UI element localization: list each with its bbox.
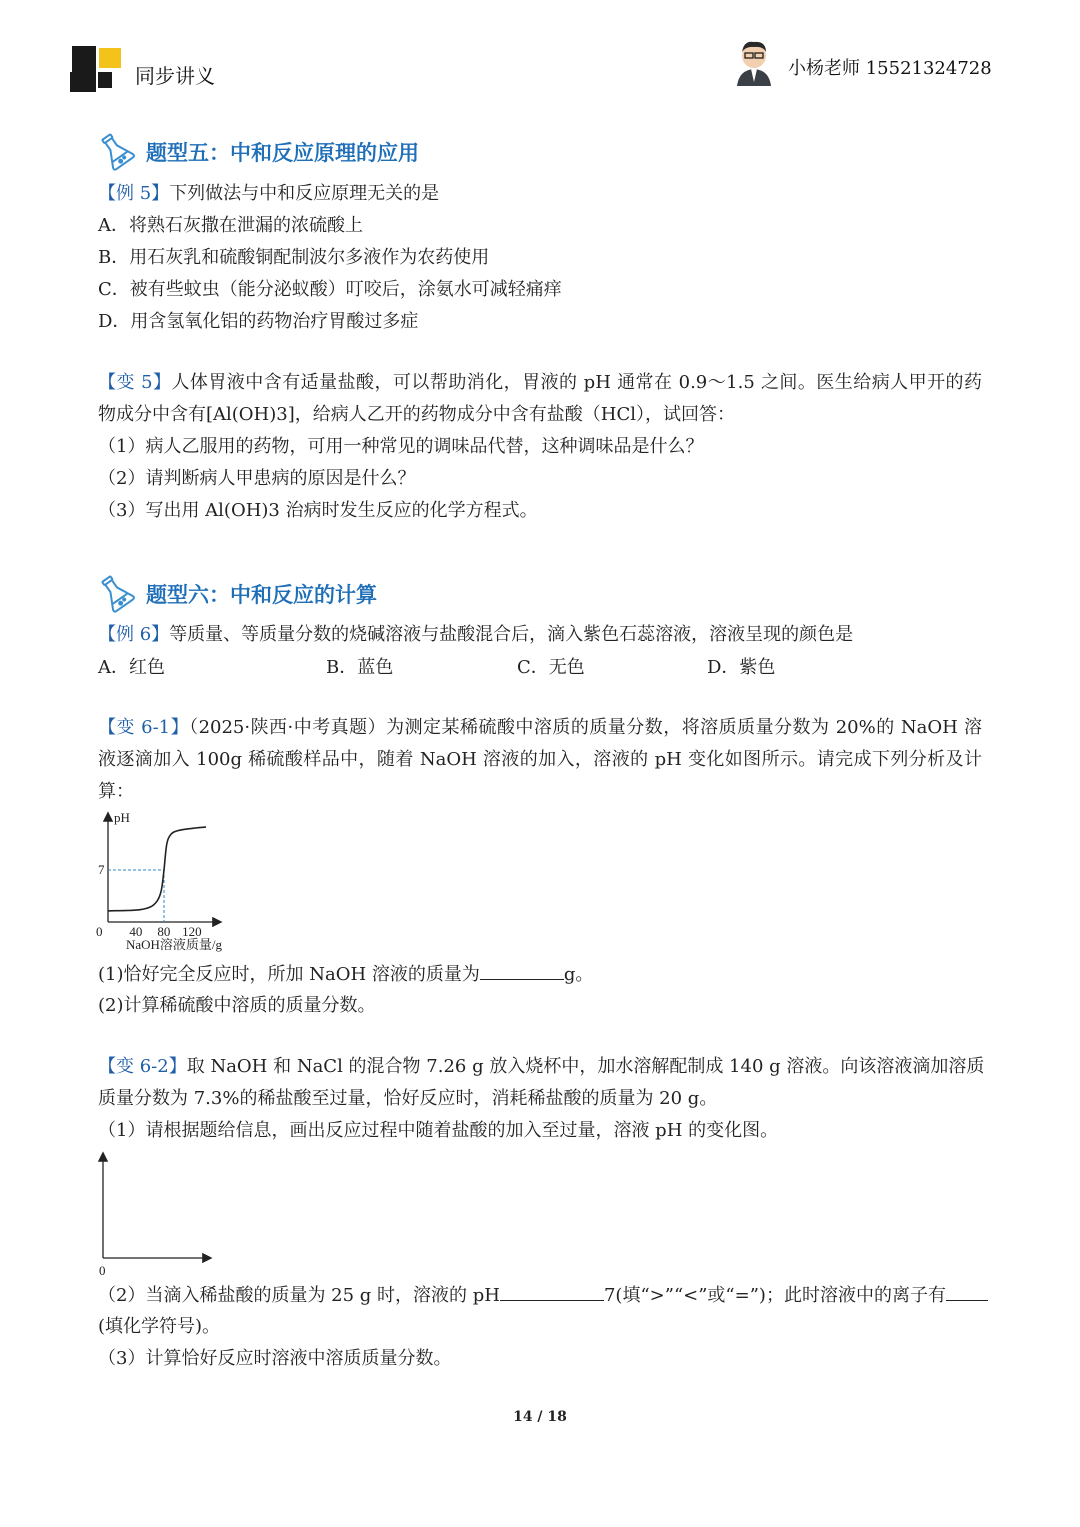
- example6-option-d: D．紫色: [707, 657, 776, 678]
- variant6-2-line2: 质量分数为 7.3%的稀盐酸至过量，恰好反应时，消耗稀盐酸的质量为 20 g。: [98, 1088, 718, 1109]
- example5-option-b: B．用石灰乳和硫酸铜配制波尔多液作为农药使用: [98, 247, 490, 268]
- flask-icon: [96, 573, 136, 613]
- variant6-1-text1: （2025·陕西·中考真题）为测定某稀硫酸中溶质的质量分数，将溶质质量分数为 20%的 NaOH 溶: [189, 717, 982, 738]
- variant6-1-line1: [98, 717, 982, 739]
- variant6-1-q1: [98, 963, 593, 986]
- example6-question: [98, 624, 853, 646]
- header-title: 同步讲义: [135, 64, 215, 88]
- variant6-1-q1-unit: g。: [563, 964, 594, 985]
- variant6-1-q2: (2)计算稀硫酸中溶质的质量分数。: [98, 995, 376, 1016]
- y-axis-label: pH: [114, 810, 130, 825]
- variant6-2-line1: [98, 1056, 985, 1078]
- section6-heading: 题型六：中和反应的计算: [146, 583, 377, 607]
- answer-blank[interactable]: [480, 963, 564, 980]
- variant6-2-q1: （1）请根据题给信息，画出反应过程中随着盐酸的加入至过量，溶液 pH 的变化图。: [98, 1120, 779, 1141]
- x-tick-label: 120: [182, 924, 202, 939]
- example5-option-c: C．被有些蚊虫（能分泌蚁酸）叮咬后，涂氨水可减轻痛痒: [98, 279, 562, 300]
- logo-icon: [68, 44, 126, 94]
- variant6-2-tag: 【变 6-2】: [98, 1056, 187, 1077]
- y-tick-label: 7: [98, 862, 105, 877]
- variant6-2-q2-line2: (填化学符号)。: [98, 1316, 221, 1337]
- x-tick-label: 40: [129, 924, 143, 939]
- page-number: 14 / 18: [513, 1409, 567, 1425]
- variant6-2-q2: [98, 1284, 988, 1307]
- ph-chart: [94, 806, 254, 954]
- example6-option-a: A．红色: [98, 657, 165, 678]
- avatar: [733, 38, 775, 86]
- blank-axes-chart[interactable]: [94, 1148, 224, 1278]
- variant5-q2: （2）请判断病人甲患病的原因是什么？: [98, 468, 416, 489]
- variant6-1-tag: 【变 6-1】: [98, 717, 190, 738]
- series-line-ph: [108, 827, 206, 911]
- x-tick-label: 80: [157, 924, 171, 939]
- variant5-line2: 物成分中含有[Al(OH)3]，给病人乙开的药物成分中含有盐酸（HCl），试回答：: [98, 404, 735, 425]
- example6-tag: 【例 6】: [98, 624, 170, 645]
- example6-option-b: B．蓝色: [326, 657, 394, 678]
- teacher-contact: 小杨老师 15521324728: [788, 58, 992, 79]
- variant5-line1: [98, 372, 982, 394]
- example5-question: [98, 183, 439, 205]
- variant5-text1: 人体胃液中含有适量盐酸，可以帮助消化，胃液的 pH 通常在 0.9～1.5 之间。医生给病人甲开的药: [171, 372, 982, 393]
- variant6-2-q3: （3）计算恰好反应时溶液中溶质质量分数。: [98, 1348, 452, 1369]
- section5-heading: 题型五：中和反应原理的应用: [146, 141, 419, 165]
- example6-text: 等质量、等质量分数的烧碱溶液与盐酸混合后，滴入紫色石蕊溶液，溶液呈现的颜色是: [169, 624, 854, 645]
- x-axis-label: NaOH溶液质量/g: [126, 937, 223, 952]
- variant6-1-line2: 液逐滴加入 100g 稀硫酸样品中，随着 NaOH 溶液的加入，溶液的 pH 变化如图所示。请完成下列分析及计: [98, 749, 982, 770]
- variant6-2-text1: 取 NaOH 和 NaCl 的混合物 7.26 g 放入烧杯中，加水溶解配制成 140 g 溶液。向该溶液滴加溶质: [186, 1056, 985, 1077]
- answer-blank[interactable]: [500, 1284, 604, 1301]
- variant6-1-q1-text: (1)恰好完全反应时，所加 NaOH 溶液的质量为: [98, 964, 480, 985]
- flask-icon: [96, 131, 136, 171]
- answer-blank[interactable]: [946, 1284, 988, 1301]
- variant6-2-q2-text: （2）当滴入稀盐酸的质量为 25 g 时，溶液的 pH: [98, 1285, 500, 1306]
- example5-tag: 【例 5】: [98, 183, 170, 204]
- variant5-q3: （3）写出用 Al(OH)3 治病时发生反应的化学方程式。: [98, 500, 538, 521]
- x-tick-label: 0: [96, 924, 103, 939]
- example5-option-d: D．用含氢氧化铝的药物治疗胃酸过多症: [98, 311, 419, 332]
- variant5-tag: 【变 5】: [98, 372, 172, 393]
- variant6-1-line3: 算：: [98, 781, 134, 802]
- example6-option-c: C．无色: [517, 657, 585, 678]
- example5-text: 下列做法与中和反应原理无关的是: [169, 183, 440, 204]
- origin-label: 0: [99, 1263, 106, 1278]
- variant6-2-q2-text2: 7(填“>”“<”或“=”)；此时溶液中的离子有: [603, 1285, 946, 1306]
- example5-option-a: A．将熟石灰撒在泄漏的浓硫酸上: [98, 215, 363, 236]
- variant5-q1: （1）病人乙服用的药物，可用一种常见的调味品代替，这种调味品是什么？: [98, 436, 704, 457]
